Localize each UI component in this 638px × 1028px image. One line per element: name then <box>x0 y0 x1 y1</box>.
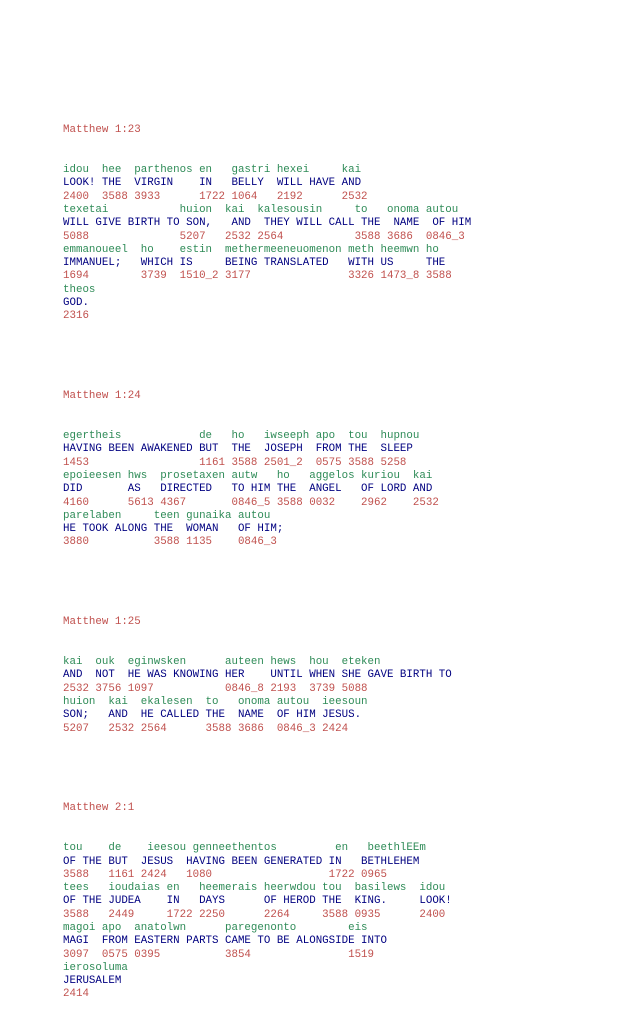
english-line: MAGI FROM EASTERN PARTS CAME TO BE ALONGSIDE INTO <box>63 935 387 948</box>
strongs-number-line: 3588 1161 2424 1080 1722 0965 <box>63 868 387 881</box>
verse-block <box>63 776 623 1002</box>
english-line: HE TOOK ALONG THE WOMAN OF HIM; <box>63 523 284 536</box>
strongs-number-line: 3097 0575 0395 3854 1519 <box>63 948 375 961</box>
strongs-number-line: 5088 5207 2532 2564 3588 3686 0846_3 <box>63 230 465 243</box>
strongs-number-line: 3588 2449 1722 2250 2264 3588 0935 2400 <box>63 908 446 921</box>
strongs-number-line: 2414 <box>63 988 89 1001</box>
english-line: DID AS DIRECTED TO HIM THE ANGEL OF LORD AND <box>63 483 433 496</box>
strongs-number-line: 1694 3739 1510_2 3177 3326 1473_8 3588 <box>63 270 452 283</box>
verse-reference: Matthew 1:23 <box>63 124 141 137</box>
greek-line: theos <box>63 283 96 296</box>
greek-line: emmanoueel ho estin methermeeneuomenon meth heemwn ho <box>63 243 439 256</box>
strongs-number-line: 5207 2532 2564 3588 3686 0846_3 2424 <box>63 722 349 735</box>
greek-line: tees ioudaias en heemerais heerwdou tou basilews idou <box>63 882 446 895</box>
greek-line: huion kai ekalesen to onoma autou ieesoun <box>63 695 368 708</box>
greek-line: epoieesen hws prosetaxen autw ho aggelos kuriou kai <box>63 469 433 482</box>
verse-reference: Matthew 1:24 <box>63 390 141 403</box>
english-line: SON; AND HE CALLED THE NAME OF HIM JESUS. <box>63 709 362 722</box>
greek-line: idou hee parthenos en gastri hexei kai <box>63 164 362 177</box>
english-line: GOD. <box>63 297 89 310</box>
strongs-number-line: 2532 3756 1097 0846_8 2193 3739 5088 <box>63 682 368 695</box>
english-line: AND NOT HE WAS KNOWING HER UNTIL WHEN SHE GAVE BIRTH TO <box>63 669 452 682</box>
english-line: OF THE JUDEA IN DAYS OF HEROD THE KING. LOOK! <box>63 895 452 908</box>
greek-line: egertheis de ho iwseeph apo tou hupnou <box>63 430 420 443</box>
greek-line: kai ouk eginwsken auteen hews hou eteken <box>63 656 381 669</box>
greek-line: ierosoluma <box>63 961 128 974</box>
verse-reference: Matthew 1:25 <box>63 616 141 629</box>
strongs-number-line: 3880 3588 1135 0846_3 <box>63 536 277 549</box>
greek-line: texetai huion kai kalesousin to onoma autou <box>63 203 459 216</box>
interlinear-page <box>63 71 623 1028</box>
strongs-number-line: 2316 <box>63 310 89 323</box>
english-line: WILL GIVE BIRTH TO SON, AND THEY WILL CALL THE NAME OF HIM <box>63 217 472 230</box>
strongs-number-line: 2400 3588 3933 1722 1064 2192 2532 <box>63 190 368 203</box>
verse-block <box>63 364 623 550</box>
english-line: OF THE BUT JESUS HAVING BEEN GENERATED IN BETHLEHEM <box>63 855 420 868</box>
greek-line: parelaben teen gunaika autou <box>63 509 271 522</box>
strongs-number-line: 4160 5613 4367 0846_5 3588 0032 2962 2532 <box>63 496 439 509</box>
verse-block <box>63 590 623 736</box>
strongs-number-line: 1453 1161 3588 2501_2 0575 3588 5258 <box>63 456 407 469</box>
greek-line: tou de ieesou genneethentos en beethlEEm <box>63 842 426 855</box>
verse-block <box>63 98 623 324</box>
verse-reference: Matthew 2:1 <box>63 802 135 815</box>
greek-line: magoi apo anatolwn paregenonto eis <box>63 922 368 934</box>
english-line: IMMANUEL; WHICH IS BEING TRANSLATED WITH US THE <box>63 257 446 270</box>
english-line: JERUSALEM <box>63 975 122 988</box>
english-line: HAVING BEEN AWAKENED BUT THE JOSEPH FROM THE SLEEP <box>63 443 413 456</box>
english-line: LOOK! THE VIRGIN IN BELLY WILL HAVE AND <box>63 177 362 190</box>
